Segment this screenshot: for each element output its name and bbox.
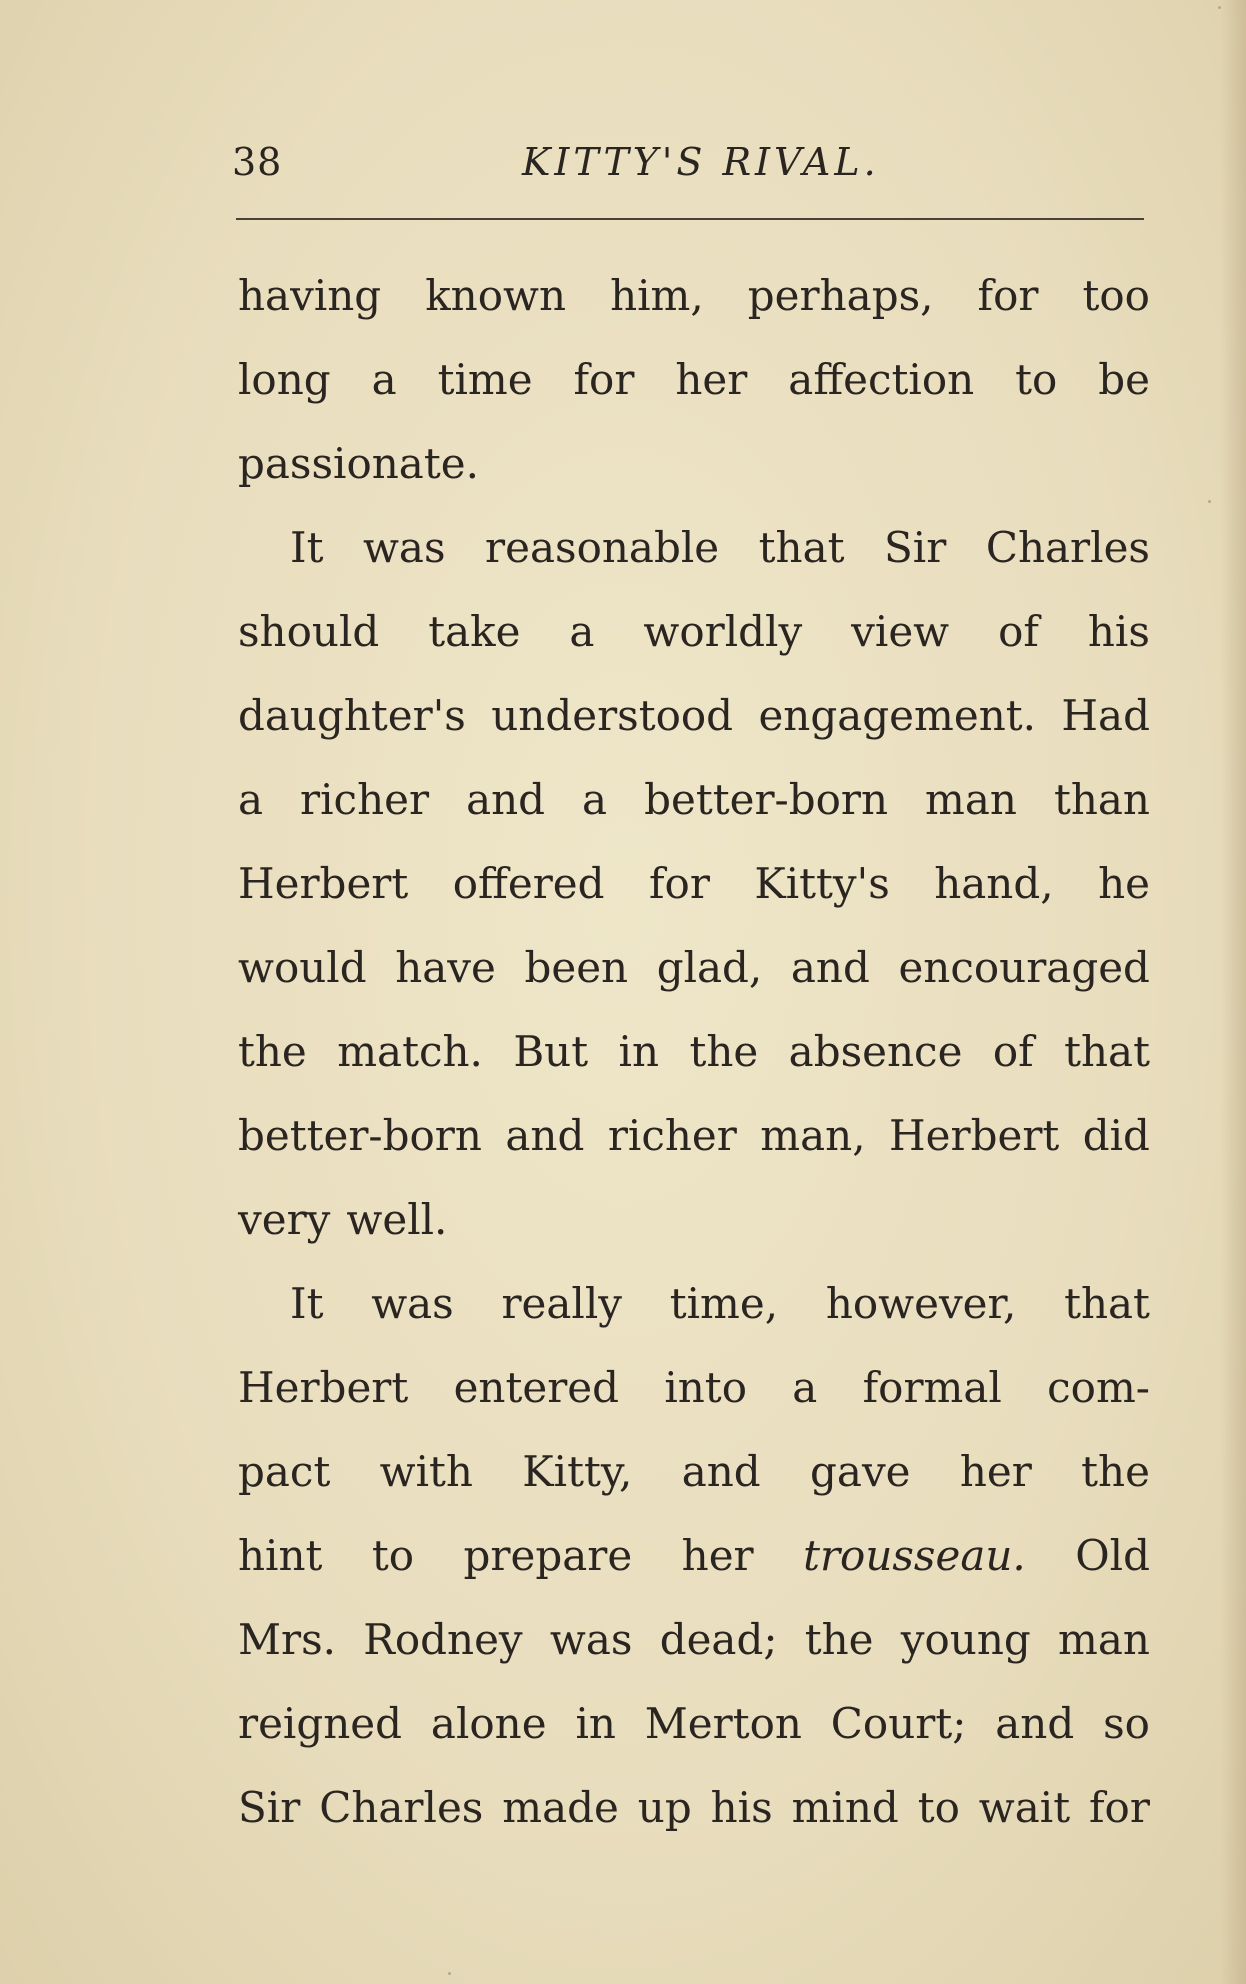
word: daughter's (238, 691, 466, 740)
word: encouraged (898, 943, 1150, 992)
word: to (1015, 355, 1058, 404)
word: Herbert (238, 859, 409, 908)
text-line (238, 506, 1150, 590)
word: his (1087, 607, 1150, 656)
word: time (437, 355, 533, 404)
word: alone (430, 1699, 547, 1748)
word: he (1098, 859, 1150, 908)
word: a (569, 607, 595, 656)
word: reasonable (485, 523, 720, 572)
word: worldly (643, 607, 803, 656)
text-line (238, 254, 1150, 338)
word: com- (1047, 1363, 1150, 1412)
word: hint (238, 1531, 323, 1580)
word: his (710, 1783, 773, 1832)
body-text (238, 254, 1150, 1850)
paper-speck (448, 1972, 451, 1975)
word: her (959, 1447, 1032, 1496)
word: time, (669, 1279, 779, 1328)
text-line (238, 1094, 1150, 1178)
word: very (238, 1195, 331, 1244)
word: was (362, 523, 446, 572)
word: gave (810, 1447, 911, 1496)
word: understood (491, 691, 734, 740)
word: the (804, 1615, 874, 1664)
word: man (1058, 1615, 1150, 1664)
word: so (1103, 1699, 1150, 1748)
text-line (238, 1514, 1150, 1598)
text-line (238, 1010, 1150, 1094)
word: long (238, 355, 331, 404)
text-line (238, 1346, 1150, 1430)
word: Court; (830, 1699, 967, 1748)
word: wait (978, 1783, 1071, 1832)
word: It (290, 523, 324, 572)
word: for (573, 355, 635, 404)
word: Had (1061, 691, 1150, 740)
header-rule (236, 218, 1144, 220)
page-number: 38 (232, 140, 283, 184)
paper-speck (1208, 500, 1211, 503)
word: be (1098, 355, 1150, 404)
word: for (977, 271, 1039, 320)
word: in (618, 1027, 660, 1076)
text-line (238, 1682, 1150, 1766)
page-edge-shadow (1220, 0, 1246, 1984)
word: young (900, 1615, 1031, 1664)
word: a (238, 775, 264, 824)
word: Kitty, (522, 1447, 633, 1496)
word: affection (788, 355, 975, 404)
word: man, (760, 1111, 866, 1160)
text-line (238, 1598, 1150, 1682)
word: her (675, 355, 748, 404)
word: hand, (934, 859, 1054, 908)
word: better-born (644, 775, 889, 824)
word: and (466, 775, 546, 824)
word: Kitty's (754, 859, 890, 908)
word: take (428, 607, 521, 656)
word: been (524, 943, 629, 992)
word: Charles (319, 1783, 484, 1832)
word: him, (610, 271, 704, 320)
word: pact (238, 1447, 331, 1496)
text-line (238, 926, 1150, 1010)
word: would (238, 943, 367, 992)
word: for (1088, 1783, 1150, 1832)
word: made (502, 1783, 619, 1832)
word: But (513, 1027, 589, 1076)
word: have (395, 943, 496, 992)
text-line (238, 1430, 1150, 1514)
word: It (290, 1279, 324, 1328)
text-line (238, 1766, 1150, 1850)
word: offered (452, 859, 605, 908)
word: that (1064, 1027, 1150, 1076)
word: better-born (238, 1111, 482, 1160)
word: richer (300, 775, 430, 824)
word: man (925, 775, 1017, 824)
word: a (582, 775, 608, 824)
word: Sir (238, 1783, 301, 1832)
word: was (549, 1615, 633, 1664)
word: into (664, 1363, 747, 1412)
word: Mrs. (238, 1615, 336, 1664)
word: dead; (659, 1615, 778, 1664)
word: a (371, 355, 397, 404)
word: really (501, 1279, 623, 1328)
page-header (232, 140, 1152, 200)
word: the (1081, 1447, 1150, 1496)
word: view (851, 607, 950, 656)
word: mind (791, 1783, 899, 1832)
text-line (238, 1262, 1150, 1346)
word: well. (346, 1195, 448, 1244)
word: with (379, 1447, 473, 1496)
text-line (238, 590, 1150, 674)
text-line (238, 1178, 1150, 1262)
word: Old (1075, 1531, 1150, 1580)
word: the (689, 1027, 759, 1076)
word: the (238, 1027, 307, 1076)
word: a (792, 1363, 818, 1412)
word: and (505, 1111, 585, 1160)
word: up (637, 1783, 692, 1832)
word: absence (788, 1027, 963, 1076)
word: engagement. (758, 691, 1036, 740)
word: and (790, 943, 870, 992)
word: having (238, 271, 382, 320)
word: trousseau. (803, 1531, 1026, 1580)
word: Charles (985, 523, 1150, 572)
word: entered (453, 1363, 620, 1412)
word: glad, (656, 943, 763, 992)
text-line (238, 422, 1150, 506)
word: Herbert (889, 1111, 1060, 1160)
word: Rodney (363, 1615, 523, 1664)
word: perhaps, (747, 271, 934, 320)
text-line (238, 758, 1150, 842)
text-line (238, 338, 1150, 422)
word: in (575, 1699, 616, 1748)
word: passionate. (238, 439, 479, 488)
word: match. (337, 1027, 483, 1076)
word: and (681, 1447, 761, 1496)
word: reigned (238, 1699, 403, 1748)
word: and (995, 1699, 1075, 1748)
word: prepare (463, 1531, 633, 1580)
text-line (238, 674, 1150, 758)
word: to (371, 1531, 415, 1580)
word: Merton (644, 1699, 802, 1748)
text-line (238, 842, 1150, 926)
word: known (425, 271, 567, 320)
word: too (1082, 271, 1150, 320)
word: however, (825, 1279, 1017, 1328)
word: should (238, 607, 380, 656)
running-title: KITTY'S RIVAL. (522, 140, 880, 184)
word: than (1053, 775, 1150, 824)
word: was (371, 1279, 454, 1328)
word: richer (607, 1111, 737, 1160)
word: for (648, 859, 710, 908)
word: that (1064, 1279, 1150, 1328)
paper-speck (1218, 6, 1221, 9)
word: did (1082, 1111, 1150, 1160)
word: her (681, 1531, 754, 1580)
word: formal (862, 1363, 1002, 1412)
word: of (998, 607, 1039, 656)
word: Herbert (238, 1363, 409, 1412)
word: that (758, 523, 845, 572)
word: Sir (884, 523, 947, 572)
word: of (992, 1027, 1034, 1076)
word: to (917, 1783, 960, 1832)
